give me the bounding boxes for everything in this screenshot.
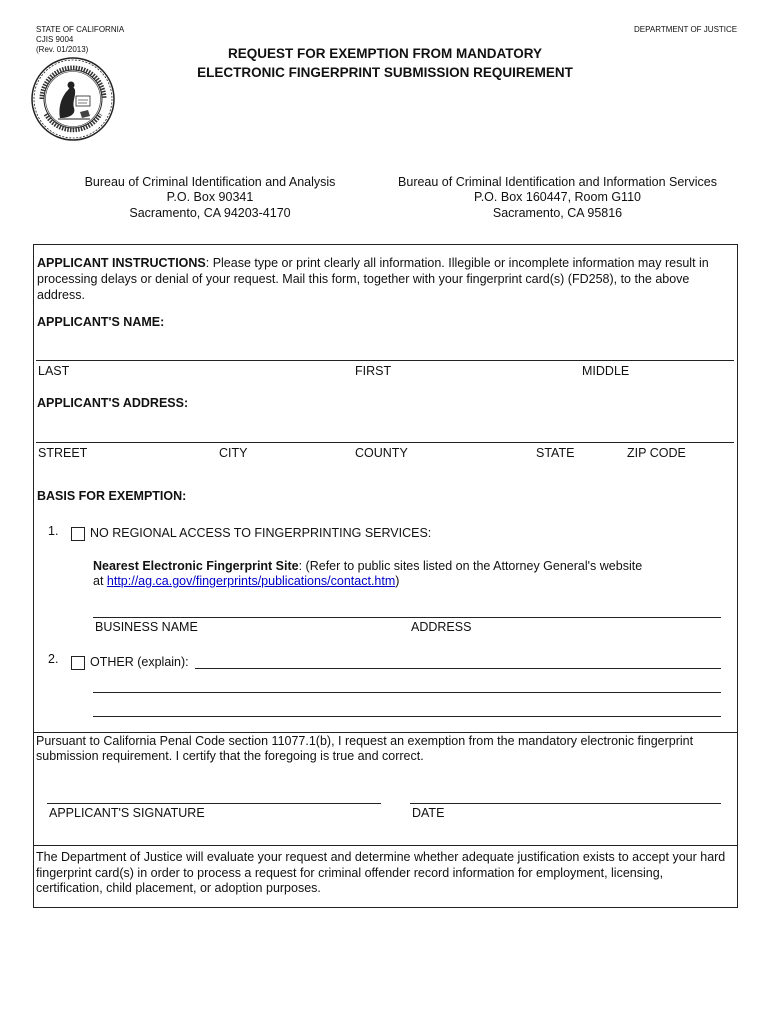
other-reason-checkbox[interactable] (71, 656, 85, 670)
business-name-label: BUSINESS NAME (95, 620, 198, 634)
instructions-line-2: processing delays or denial of your request. Mail this form, together with your fingerprint card(s) (FD258), to the above (37, 272, 690, 286)
first-name-label: FIRST (355, 364, 392, 378)
bureau-right-line-1: Bureau of Criminal Identification and Information Services (398, 175, 717, 189)
nearest-site-at: at (93, 574, 107, 588)
zip-code-label: ZIP CODE (627, 446, 686, 460)
applicant-address-field[interactable] (36, 442, 734, 443)
business-name-address-field[interactable] (93, 617, 721, 618)
middle-name-label: MIDDLE (582, 364, 630, 378)
other-explain-field-3[interactable] (93, 716, 721, 717)
state-label: STATE OF CALIFORNIA (36, 25, 125, 34)
bureau-left-line-1: Bureau of Criminal Identification and Analysis (84, 175, 336, 189)
city-label: CITY (219, 446, 248, 460)
page-title-line-2: ELECTRONIC FINGERPRINT SUBMISSION REQUIREMENT (197, 65, 573, 80)
county-label: COUNTY (355, 446, 408, 460)
nearest-site-close: ) (395, 574, 400, 588)
nearest-site-line-1 (93, 559, 642, 574)
nearest-site-text: : (Refer to public sites listed on the Attorney General's website (298, 559, 643, 573)
nearest-site-label: Nearest Electronic Fingerprint Site (93, 559, 299, 573)
department-label: DEPARTMENT OF JUSTICE (634, 25, 738, 34)
applicant-address-heading: APPLICANT'S ADDRESS: (37, 396, 189, 410)
bureau-left-line-2: P.O. Box 90341 (166, 190, 254, 204)
other-explain-field-2[interactable] (93, 692, 721, 693)
section-divider-certification (33, 732, 738, 733)
signature-label: APPLICANT'S SIGNATURE (49, 806, 205, 820)
street-label: STREET (38, 446, 88, 460)
instructions-line-3: address. (37, 288, 85, 302)
form-revision: (Rev. 01/2013) (36, 45, 89, 54)
certification-line-1: Pursuant to California Penal Code section 11077.1(b), I request an exemption from the mandatory electronic fingerprint (36, 734, 694, 748)
california-doj-seal-icon (30, 56, 116, 142)
basis-heading: BASIS FOR EXEMPTION: (37, 489, 187, 503)
bureau-right-line-2: P.O. Box 160447, Room G110 (473, 190, 641, 204)
other-explain-field-1[interactable] (195, 668, 721, 669)
footer-note-line-1: The Department of Justice will evaluate your request and determine whether adequate justification exists to accept your hard (36, 850, 726, 864)
applicant-name-heading: APPLICANT'S NAME: (37, 315, 165, 329)
bureau-right-line-3: Sacramento, CA 95816 (492, 206, 623, 220)
applicant-name-field[interactable] (36, 360, 734, 361)
option-2-label: OTHER (explain): (90, 655, 189, 669)
footer-note-line-3: certification, child placement, or adoption purposes. (36, 881, 321, 895)
option-2-number: 2. (48, 652, 59, 666)
signature-field[interactable] (47, 803, 381, 804)
instructions-line-1 (37, 256, 709, 271)
option-1-label: NO REGIONAL ACCESS TO FINGERPRINTING SERVICES: (90, 526, 432, 540)
bureau-left-line-3: Sacramento, CA 94203-4170 (129, 206, 291, 220)
no-regional-access-checkbox[interactable] (71, 527, 85, 541)
date-label: DATE (412, 806, 445, 820)
fingerprint-sites-link[interactable]: http://ag.ca.gov/fingerprints/publications/contact.htm (106, 574, 396, 588)
option-1-number: 1. (48, 524, 59, 538)
nearest-site-line-2 (93, 574, 399, 589)
section-divider-footer (33, 845, 738, 846)
last-name-label: LAST (38, 364, 70, 378)
business-address-label: ADDRESS (411, 620, 472, 634)
footer-note-line-2: fingerprint card(s) in order to process a request for criminal offender record information for employment, licensing, (36, 866, 664, 880)
form-id: CJIS 9004 (36, 35, 74, 44)
date-field[interactable] (410, 803, 721, 804)
instructions-label: APPLICANT INSTRUCTIONS (37, 256, 206, 270)
certification-line-2: submission requirement. I certify that the foregoing is true and correct. (36, 749, 424, 763)
page-title-line-1: REQUEST FOR EXEMPTION FROM MANDATORY (227, 46, 542, 61)
state-field-label: STATE (536, 446, 575, 460)
instructions-text-1: : Please type or print clearly all information. Illegible or incomplete information may result in (205, 256, 709, 270)
